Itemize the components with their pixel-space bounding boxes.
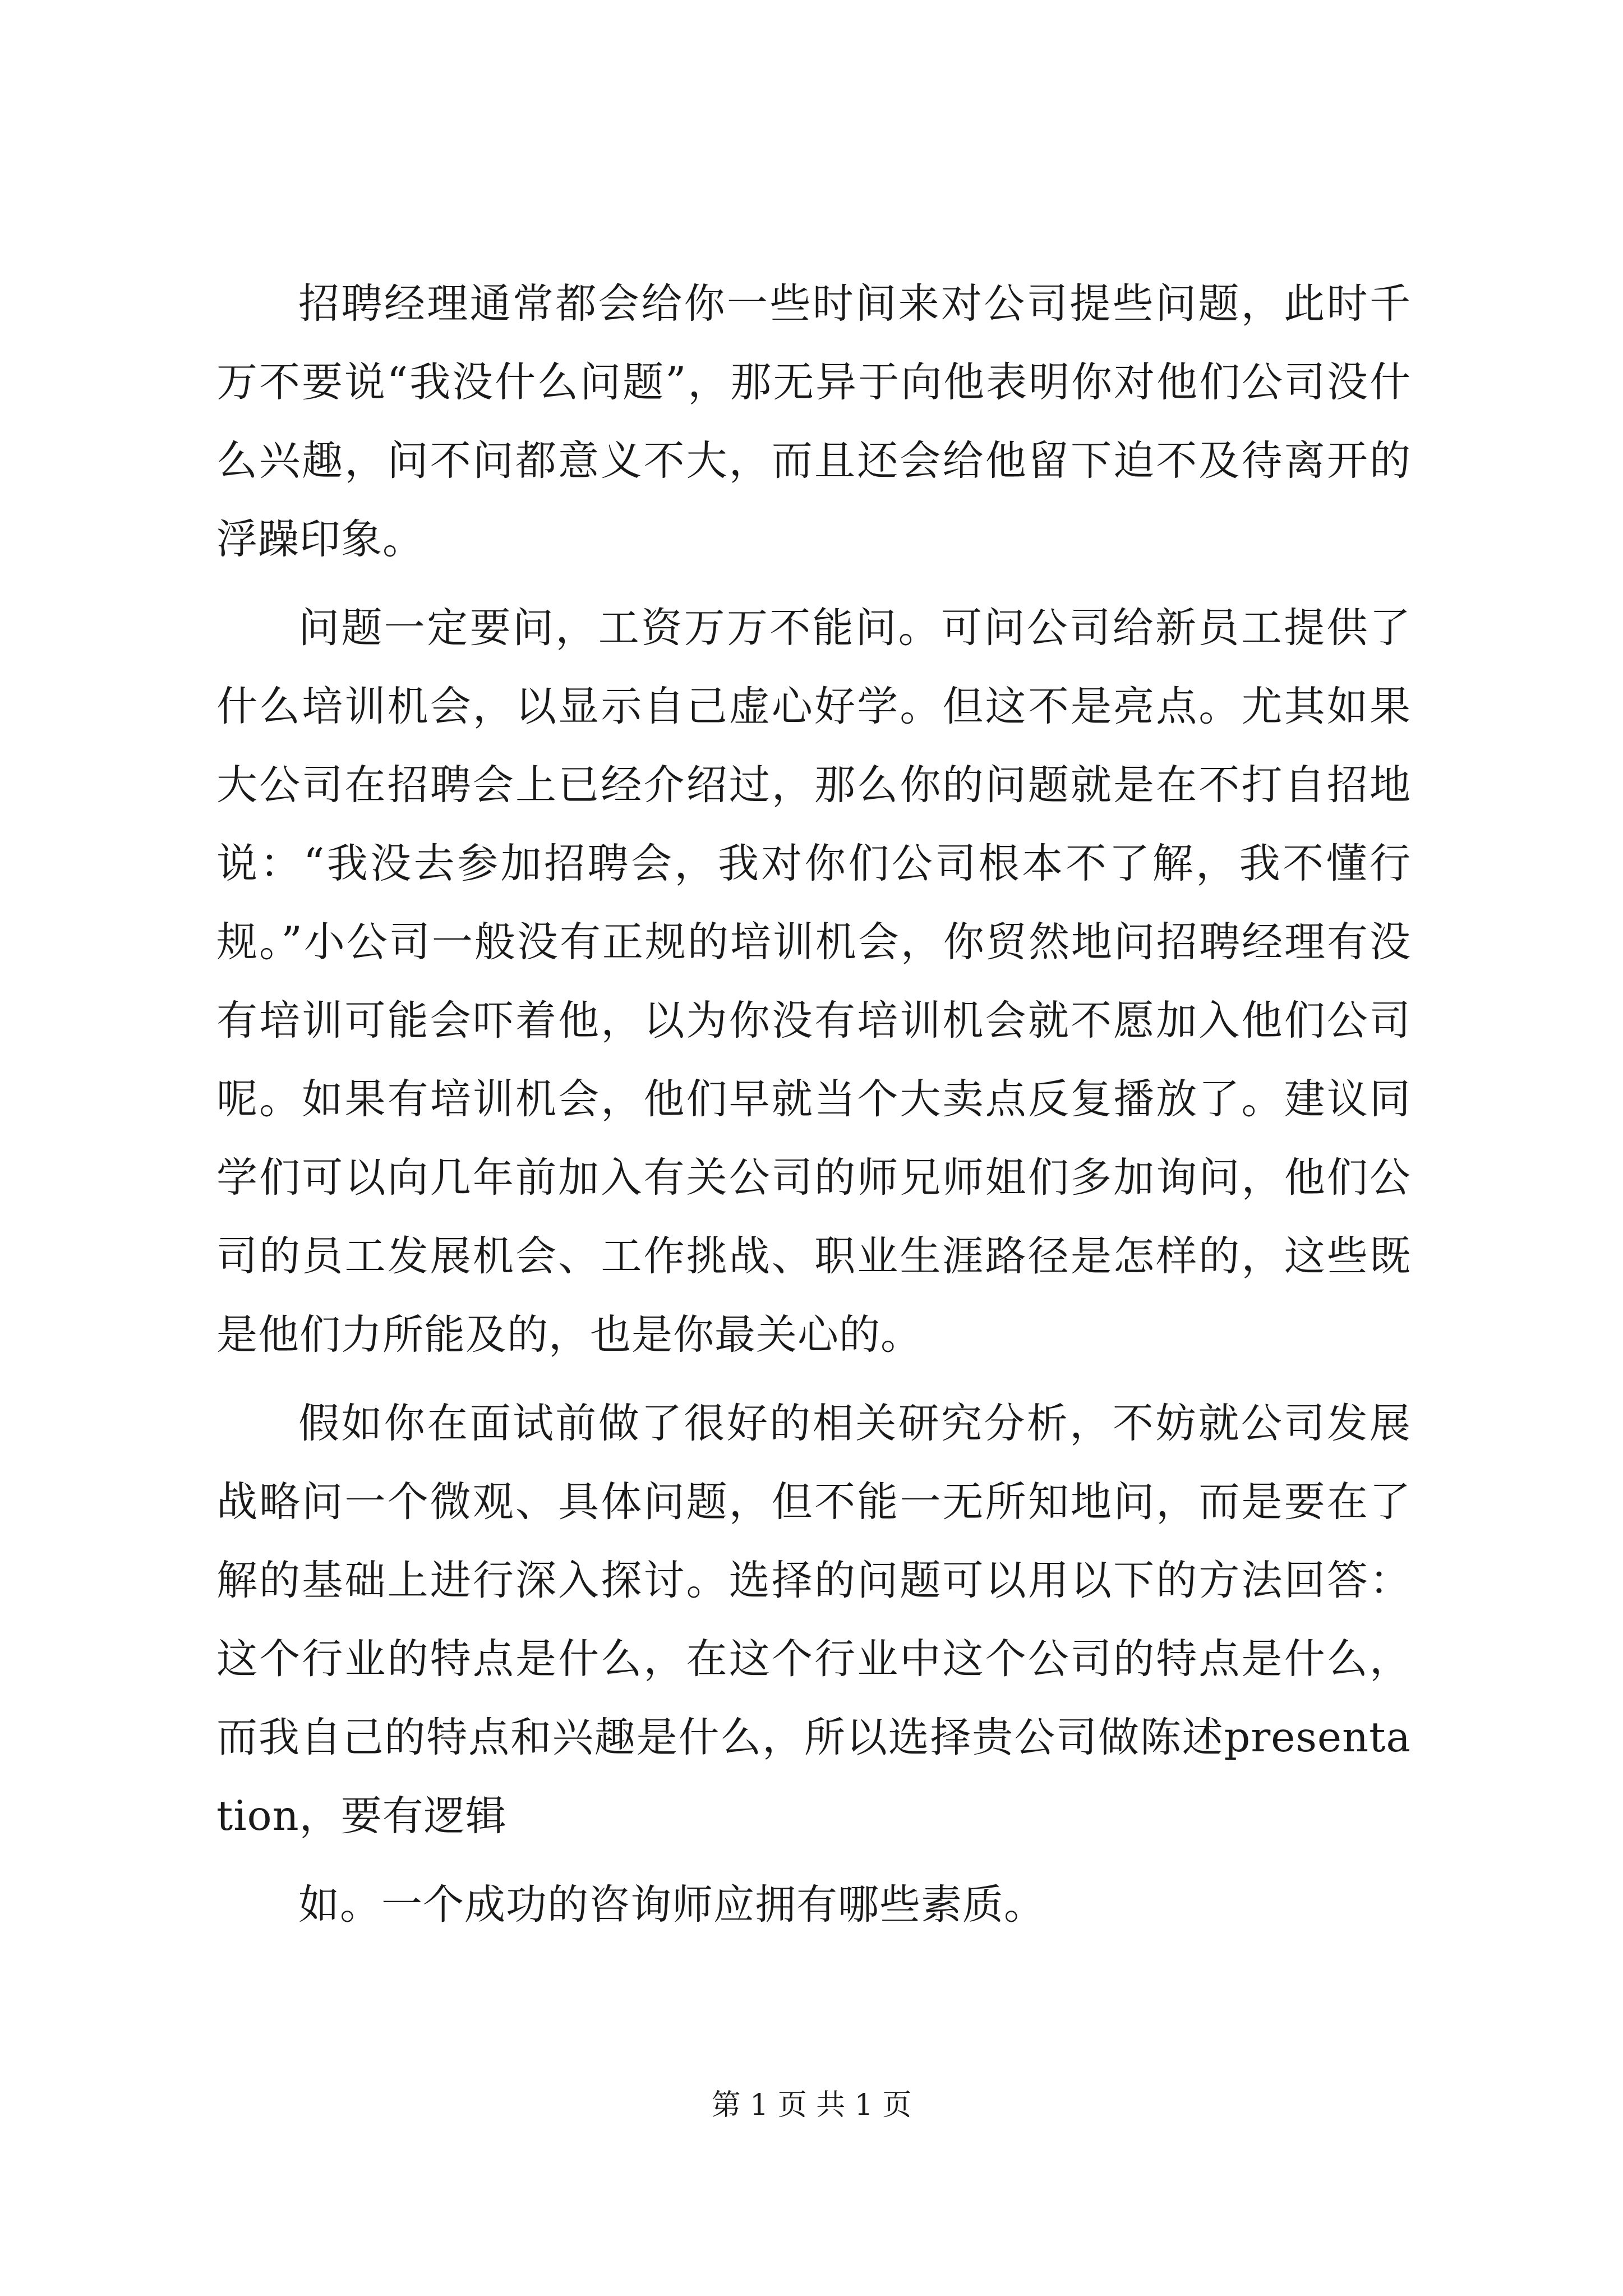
paragraph: 如。一个成功的咨询师应拥有哪些素质。 — [298, 1881, 1045, 1929]
paragraph: 假如你在面试前做了很好的相关研究分析，不妨就公司发展战略问一个微观、具体问题，但不能一无所知地问，而是要在了解的基础上进行深入探讨。选择的问题可以用以下的方法回答：这个行业的特点是什么，在这个行业中这个公司的特点是什么，而我自己的特点和兴趣是什么，所以选择贵公司做陈述presentation，要有逻辑 — [216, 1400, 1411, 1840]
page-footer: 第 1 页 共 1 页 — [711, 2088, 912, 2122]
paragraph: 问题一定要问，工资万万不能问。可问公司给新员工提供了什么培训机会，以显示自己虚心好学。但这不是亮点。尤其如果大公司在招聘会上已经介绍过，那么你的问题就是在不打自招地说：“我没去参加招聘会，我对你们公司根本不了解，我不懂行规。”小公司一般没有正规的培训机会，你贸然地问招聘经理有没有培训可能会吓着他，以为你没有培训机会就不愿加入他们公司呢。如果有培训机会，他们早就当个大卖点反复播放了。建议同学们可以向几年前加入有关公司的师兄师姐们多加询问，他们公司的员工发展机会、工作挑战、职业生涯路径是怎样的，这些既是他们力所能及的，也是你最关心的。 — [216, 604, 1411, 1359]
paragraph: 招聘经理通常都会给你一些时间来对公司提些问题，此时千万不要说“我没什么问题”，那无异于向他表明你对他们公司没什么兴趣，问不问都意义不大，而且还会给他留下迫不及待离开的浮躁印象。 — [216, 280, 1411, 563]
document-body — [216, 265, 1411, 1944]
